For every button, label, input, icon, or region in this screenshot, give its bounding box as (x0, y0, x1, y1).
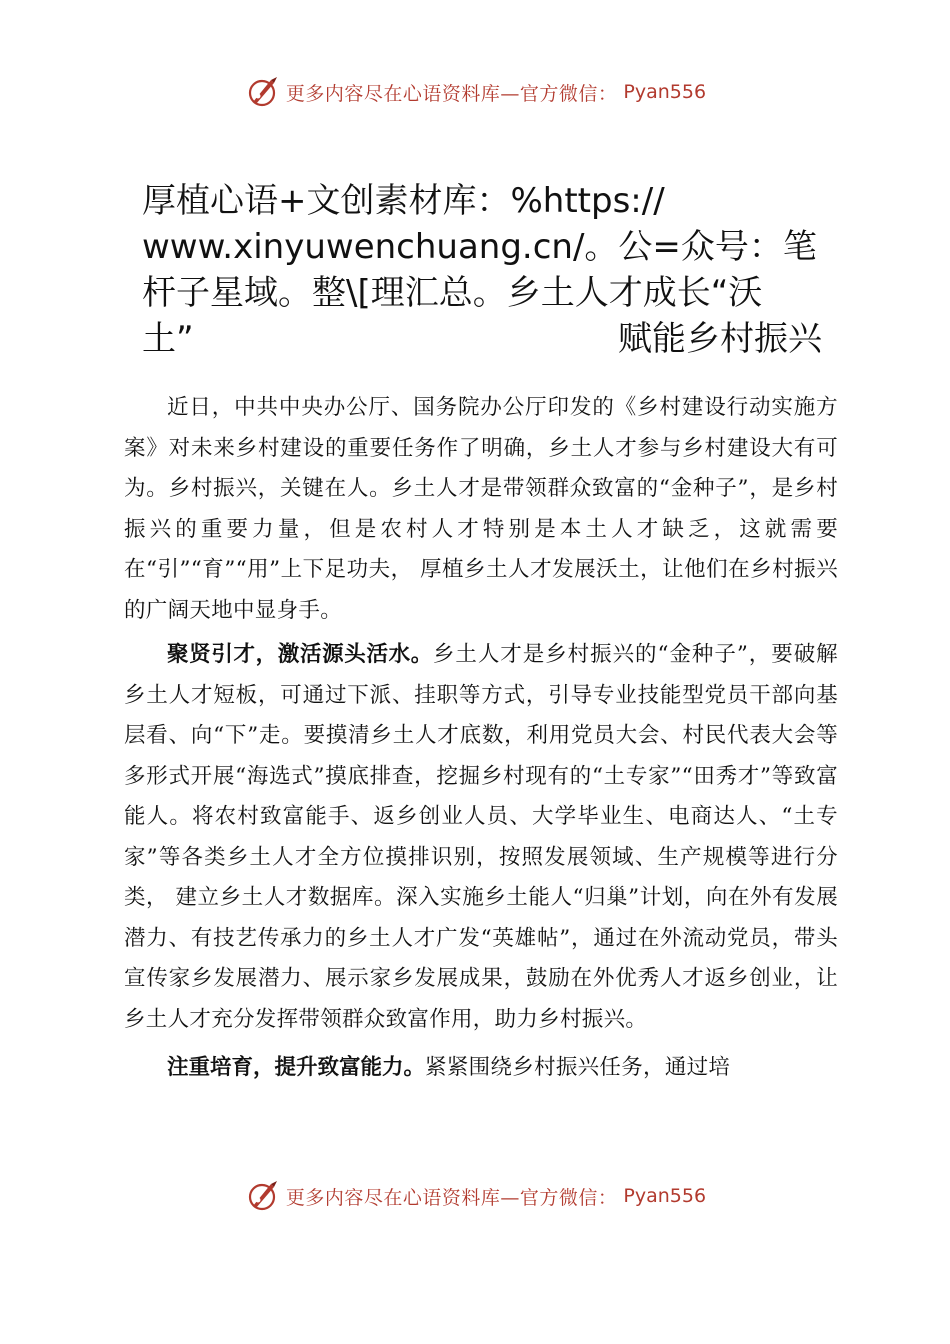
watermark-wechat-id: Pyan556 (623, 1185, 707, 1207)
article-body (124, 388, 838, 1089)
watermark-text: 更多内容尽在心语资料库—官方微信： (285, 1186, 618, 1209)
watermark-banner-bottom (0, 1176, 950, 1216)
watermark-wechat-id: Pyan556 (623, 81, 707, 103)
paragraph-3 (124, 1048, 838, 1089)
quill-logo-icon (244, 1178, 280, 1214)
title-line-4-right: 赋能乡村振兴 (618, 319, 822, 359)
watermark-banner-top (0, 72, 950, 112)
paragraph-text: 近日，中共中央办公厅、国务院办公厅印发的《乡村建设行动实施方案》对未来乡村建设的重要任务作了明确，乡土人才参与乡村建设大有可为。乡村振兴，关键在人。乡土人才是带领群众致富的“金种子”，是乡村振兴的重要力量，但是农村人才特别是本土人才缺乏，这就需要在“引”“育”“用”上下足功夫， 厚植乡土人才发展沃土，让他们在乡村振兴的广阔天地中显身手。 (124, 395, 838, 623)
paragraph-2 (124, 635, 838, 1040)
title-line-3: 杆子星域。整\[理汇总。乡土人才成长“沃 (142, 273, 763, 313)
paragraph-text: 乡土人才是乡村振兴的“金种子”，要破解乡土人才短板，可通过下派、挂职等方式，引导专业技能型党员干部向基层看、向“下”走。要摸清乡土人才底数，利用党员大会、村民代表大会等多形式开展“海选式”摸底排查，挖掘乡村现有的“土专家”“田秀才”等致富能人。将农村致富能手、返乡创业人员、大学毕业生、电商达人、“土专家”等各类乡土人才全方位摸排识别，按照发展领域、生产规模等进行分类， 建立乡土人才数据库。深入实施乡土能人“归巢”计划，向在外有发展潜力、有技艺传承力的乡土人才广发“英雄帖”，通过在外流动党员，带头宣传家乡发展潜力、展示家乡发展成果，鼓励在外优秀人才返乡创业，让乡土人才充分发挥带领群众致富作用，助力乡村振兴。 (124, 642, 838, 1032)
title-line-2: www.xinyuwenchuang.cn/。公=众号：笔 (142, 227, 817, 267)
title-line-1: 厚植心语+文创素材库：%https:// (142, 181, 665, 221)
paragraph-1 (124, 388, 838, 631)
paragraph-text: 紧紧围绕乡村振兴任务，通过培 (425, 1055, 731, 1080)
quill-logo-icon (244, 74, 280, 110)
paragraph-lead: 注重培育，提升致富能力。 (167, 1055, 426, 1080)
watermark-text: 更多内容尽在心语资料库—官方微信： (285, 82, 618, 105)
title-line-4-left: 土” (142, 319, 194, 359)
article-title (142, 178, 822, 362)
title-line-4 (142, 316, 822, 362)
paragraph-lead: 聚贤引才，激活源头活水。 (167, 642, 433, 667)
